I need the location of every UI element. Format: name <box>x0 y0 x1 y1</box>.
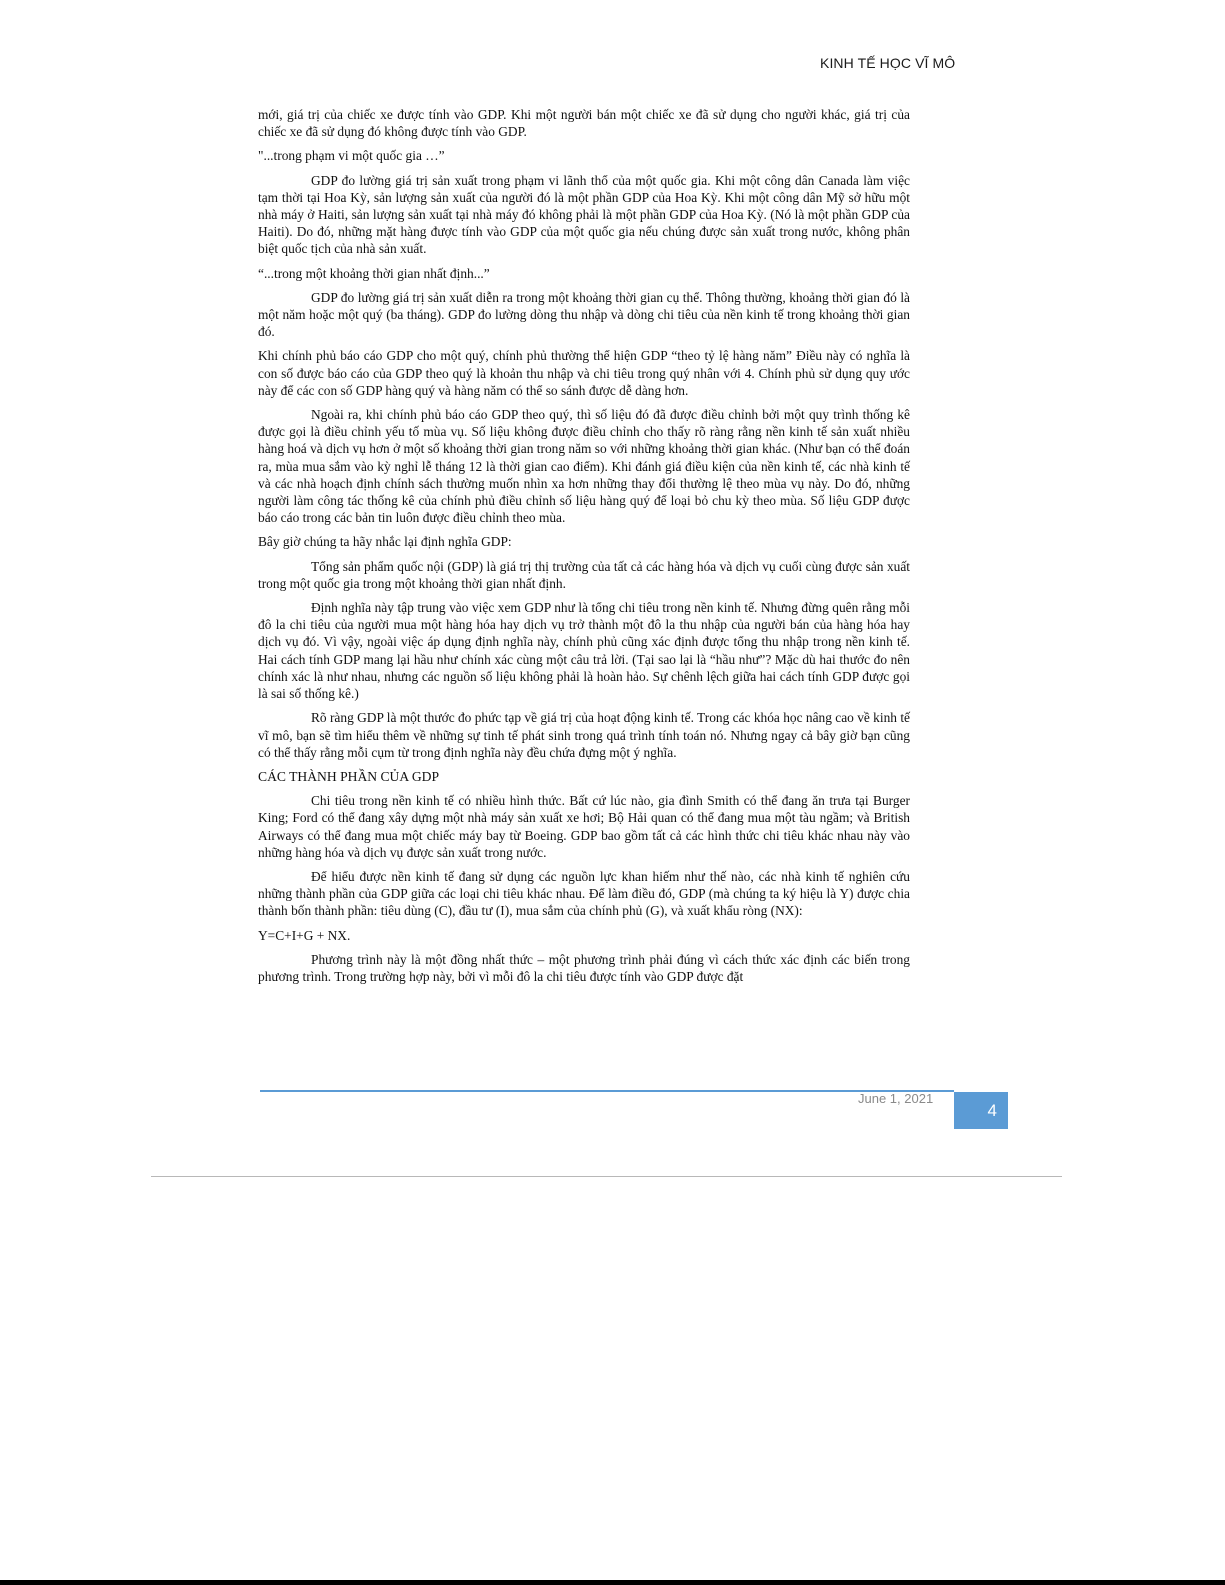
footer-divider <box>260 1090 954 1092</box>
definition-paragraph: Tổng sản phẩm quốc nội (GDP) là giá trị thị trường của tất cả các hàng hóa và dịch vụ cuối cùng được sản xuất trong một quốc gia trong một khoảng thời gian nhất định. <box>258 558 910 591</box>
paragraph: Ngoài ra, khi chính phủ báo cáo GDP theo quý, thì số liệu đó đã được điều chỉnh bởi một quy trình thống kê được gọi là điều chỉnh yếu tố mùa vụ. Số liệu không được điều chỉnh cho thấy rõ ràng rằng nền kinh tế sản xuất nhiều hàng hoá và dịch vụ hơn ở một số khoảng thời gian trong năm so với những khoảng thời gian khác. (Như bạn có thể đoán ra, mùa mua sắm vào kỳ nghỉ lễ tháng 12 là thời gian cao điểm). Khi đánh giá điều kiện của nền kinh tế, các nhà kinh tế và các nhà hoạch định chính sách thường muốn nhìn xa hơn những thay đổi thường lệ theo mùa vụ này. Do đó, những người làm công tác thống kê của chính phủ điều chỉnh số liệu hàng quý để loại bỏ chu kỳ theo mùa. Số liệu GDP được báo cáo trong các bản tin luôn được điều chỉnh theo mùa. <box>258 407 910 526</box>
paragraph: Chi tiêu trong nền kinh tế có nhiều hình thức. Bất cứ lúc nào, gia đình Smith có thể đang ăn trưa tại Burger King; Ford có thể đang xây dựng một nhà máy sản xuất xe hơi; Bộ Hải quan có thể đang mua một tàu ngầm; và British Airways có thể đang mua một chiếc máy bay từ Boeing. GDP bao gồm tất cả các hình thức chi tiêu khác nhau này vào những hàng hóa và dịch vụ được sản xuất trong nước. <box>258 793 910 860</box>
footer-date: June 1, 2021 <box>858 1091 934 1106</box>
page-number: 4 <box>987 1100 997 1120</box>
section-label: "...trong phạm vi một quốc gia …” <box>258 148 445 164</box>
paragraph: Phương trình này là một đồng nhất thức – một phương trình phải đúng vì cách thức xác định các biến trong phương trình. Trong trường hợp này, bởi vì mỗi đô la chi tiêu được tính vào GDP được đặt <box>258 951 910 984</box>
formula: Y=C+I+G + NX. <box>258 927 351 943</box>
page-body <box>258 106 910 992</box>
section-label: “...trong một khoảng thời gian nhất định...” <box>258 265 490 281</box>
paragraph: Định nghĩa này tập trung vào việc xem GDP như là tổng chi tiêu trong nền kinh tế. Nhưng đừng quên rằng mỗi đô la chi tiêu của người mua một hàng hóa hay dịch vụ trở thành một đô la thu nhập của người bán của hàng hóa hay dịch vụ đó. Vì vậy, ngoài việc áp dụng định nghĩa này, chính phủ cũng xác định được tổng thu nhập trong nền kinh tế. Hai cách tính GDP mang lại hầu như chính xác cùng một câu trả lời. (Tại sao lại là “hầu như”? Mặc dù hai thước đo nên chính xác là như nhau, nhưng các nguồn số liệu không phải là hoàn hảo. Sự chênh lệch giữa hai cách tính GDP được gọi là sai số thống kê.) <box>258 600 910 702</box>
paragraph: Khi chính phủ báo cáo GDP cho một quý, chính phủ thường thể hiện GDP “theo tỷ lệ hàng năm” Điều này có nghĩa là con số được báo cáo của GDP theo quý là khoản thu nhập và chi tiêu trong quý nhân với 4. Chính phủ sử dụng quy ước này để các con số GDP hàng quý và hàng năm có thể so sánh được dễ dàng hơn. <box>258 348 910 398</box>
running-header-title: KINH TẾ HỌC VĨ MÔ <box>820 55 956 71</box>
paragraph: GDP đo lường giá trị sản xuất diễn ra trong một khoảng thời gian cụ thể. Thông thường, khoảng thời gian đó là một năm hoặc một quý (ba tháng). GDP đo lường dòng thu nhập và dòng chi tiêu của nền kinh tế trong khoảng thời gian đó. <box>258 289 910 340</box>
page-number-badge <box>954 1092 1008 1129</box>
paragraph: Để hiểu được nền kinh tế đang sử dụng các nguồn lực khan hiếm như thế nào, các nhà kinh tế nghiên cứu những thành phần của GDP giữa các loại chi tiêu khác nhau. Để làm điều đó, GDP (mà chúng ta ký hiệu là Y) được chia thành bốn thành phần: tiêu dùng (C), đầu tư (I), mua sắm của chính phủ (G), và xuất khẩu ròng (NX): <box>258 868 910 919</box>
section-label: Bây giờ chúng ta hãy nhắc lại định nghĩa GDP: <box>258 534 512 550</box>
section-heading: CÁC THÀNH PHẦN CỦA GDP <box>258 768 440 784</box>
bottom-edge-bar <box>0 1580 1225 1585</box>
page-separator <box>151 1176 1062 1177</box>
paragraph: GDP đo lường giá trị sản xuất trong phạm vi lãnh thổ của một quốc gia. Khi một công dân Canada làm việc tạm thời tại Hoa Kỳ, sản lượng sản xuất của người đó là một phần GDP của Hoa Kỳ. Khi một công dân Mỹ sở hữu một nhà máy ở Haiti, sản lượng sản xuất tại nhà máy đó không phải là một phần GDP của Hoa Kỳ. (Nó là một phần GDP của Haiti). Do đó, những mặt hàng được tính vào GDP của một quốc gia nếu chúng được sản xuất trong nước, không phân biệt quốc tịch của nhà sản xuất. <box>258 172 910 257</box>
paragraph: Rõ ràng GDP là một thước đo phức tạp về giá trị của hoạt động kinh tế. Trong các khóa học nâng cao về kinh tế vĩ mô, bạn sẽ tìm hiểu thêm về những sự tinh tế phát sinh trong quá trình tính toán nó. Nhưng ngay cả bây giờ bạn cũng có thể thấy rằng mỗi cụm từ trong định nghĩa này đều chứa đựng một ý nghĩa. <box>258 710 910 760</box>
paragraph: mới, giá trị của chiếc xe được tính vào GDP. Khi một người bán một chiếc xe đã sử dụng cho người khác, giá trị của chiếc xe đã sử dụng đó không được tính vào GDP. <box>258 107 910 140</box>
